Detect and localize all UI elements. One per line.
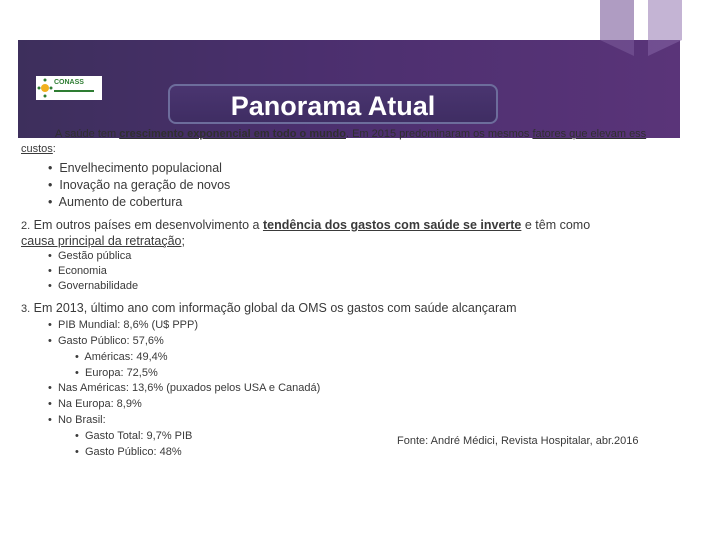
point1-lead (55, 128, 646, 140)
point2-number: 2. (21, 220, 31, 232)
logo-sun-icon (37, 76, 55, 100)
point1-bullet-1 (48, 161, 222, 175)
point3-item-text: Gasto Total: 9,7% PIB (84, 430, 193, 442)
point3-item-text: PIB Mundial: 8,6% (U$ PPP) (57, 319, 198, 331)
point3-item-text: Gasto Público: 57,6% (57, 335, 164, 347)
point2-text (21, 218, 590, 232)
point1-bullet-text: Inovação na geração de novos (59, 178, 231, 192)
logo-underline (54, 90, 94, 92)
point2-line2-underlined: causa principal da retratação (21, 234, 182, 248)
point3-item-text: Américas: 49,4% (84, 351, 168, 363)
title-box (168, 84, 498, 124)
bullet-icon: • (48, 414, 52, 426)
point3-subitem (75, 430, 192, 442)
point2-bullet-text: Economia (57, 265, 107, 277)
point3-number: 3. (21, 303, 31, 315)
bullet-icon: • (48, 319, 52, 331)
point3-text-body: Em 2013, último ano com informação global da OMS os gastos com saúde alcançaram (30, 301, 517, 315)
point2-bullet-3 (48, 280, 138, 292)
bullet-icon: • (48, 195, 53, 209)
conass-logo (36, 76, 102, 100)
point3-item (48, 414, 106, 426)
decorative-chevron-icon-2 (648, 0, 682, 56)
point1-bullet-2 (48, 178, 230, 192)
point2-bullet-2 (48, 265, 107, 277)
point2-line2 (21, 234, 185, 248)
point1-lead-prefix: A (55, 128, 62, 140)
point3-subitem (75, 446, 182, 458)
bullet-icon: • (75, 430, 79, 442)
point1-bullet-text: Aumento de cobertura (58, 195, 183, 209)
point3-item-text: Nas Américas: 13,6% (puxados pelos USA e Canadá) (57, 382, 321, 394)
point2-text-bold: tendência dos gastos com saúde se inverte (262, 218, 522, 232)
point2-bullet-text: Gestão pública (57, 250, 132, 262)
point1-line2-rest: : (52, 143, 56, 155)
decorative-chevron-icon (600, 0, 634, 56)
page-title: Panorama Atual (230, 91, 436, 121)
point1-line2 (21, 143, 56, 155)
point2-bullet-text: Governabilidade (57, 280, 139, 292)
point2-line2-rest: ; (181, 234, 185, 248)
bullet-icon: • (48, 398, 52, 410)
point3-item (48, 319, 198, 331)
source-citation: Fonte: André Médici, Revista Hospitalar, abr.2016 (397, 435, 639, 447)
point1-bullet-text: Envelhecimento populacional (59, 161, 222, 175)
bullet-icon: • (48, 178, 53, 192)
point2-text-1: Em outros países em desenvolvimento a (30, 218, 263, 232)
point3-item-text: No Brasil: (57, 414, 106, 426)
bullet-icon: • (75, 367, 79, 379)
bullet-icon: • (48, 382, 52, 394)
point3-subitem (75, 351, 168, 363)
point3-item (48, 398, 142, 410)
point3-item-text: Europa: 72,5% (84, 367, 158, 379)
bullet-icon: • (48, 280, 52, 292)
bullet-icon: • (48, 265, 52, 277)
point2-text-2: e têm como (521, 218, 591, 232)
point1-lead-1: saúde tem (61, 128, 120, 140)
bullet-icon: • (75, 351, 79, 363)
point1-bullet-3 (48, 195, 182, 209)
point1-lead-bold: crescimento exponencial em todo o mundo (119, 128, 346, 140)
point1-line2-underlined: custos (21, 143, 53, 155)
point2-bullet-1 (48, 250, 131, 262)
bullet-icon: • (48, 250, 52, 262)
point3-subitem (75, 367, 158, 379)
point1-lead-underlined: fatores que elevam ess (532, 128, 647, 140)
point3-item-text: Gasto Público: 48% (84, 446, 182, 458)
bullet-icon: • (75, 446, 79, 458)
point1-lead-2: . Em 2015 predominaram os mesmos (345, 128, 533, 140)
logo-text: CONASS (54, 79, 84, 86)
bullet-icon: • (48, 335, 52, 347)
bullet-icon: • (48, 161, 53, 175)
point3-text (21, 301, 517, 315)
point3-item (48, 335, 164, 347)
point3-item-text: Na Europa: 8,9% (57, 398, 142, 410)
point3-item (48, 382, 320, 394)
